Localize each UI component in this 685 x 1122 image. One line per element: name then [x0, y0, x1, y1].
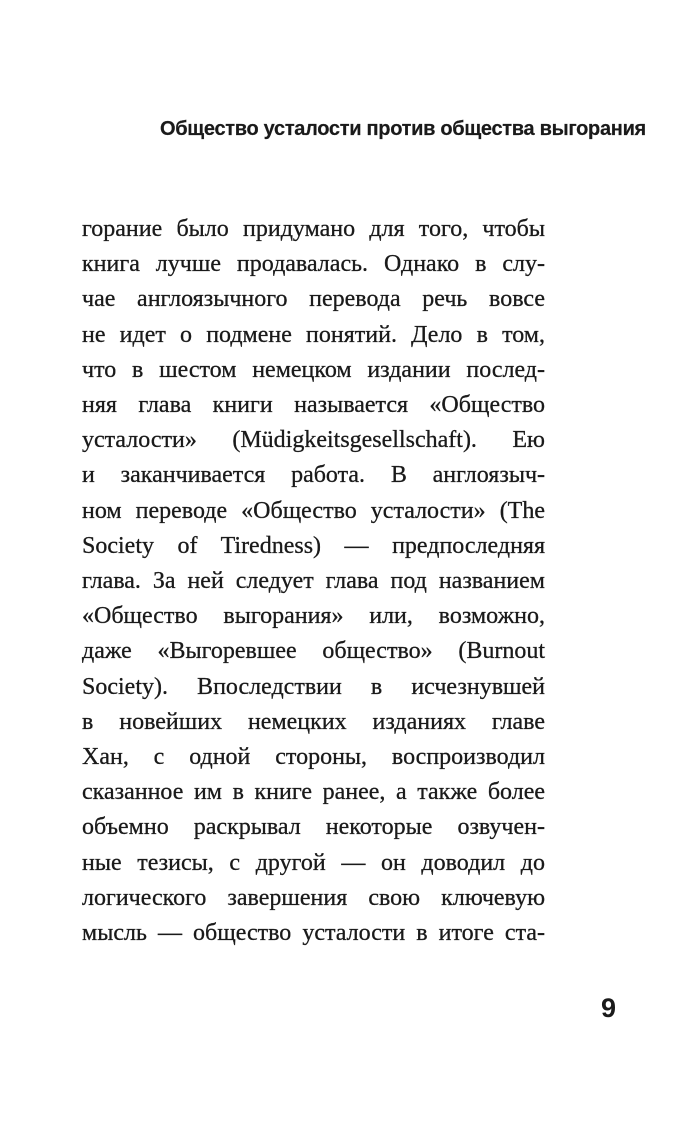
text-line: няя глава книги называется «Общество — [82, 392, 545, 419]
text-line: Society of Tiredness) — предпоследняя — [82, 532, 545, 559]
text-line: в новейших немецких изданиях главе — [82, 708, 545, 735]
text-line: усталости» (Müdigkeitsgesellschaft). Ею — [82, 427, 545, 454]
text-line: горание было придумано для того, чтобы — [82, 216, 545, 242]
text-line: мысль — общество усталости в итоге ста- — [82, 920, 545, 947]
text-line: объемно раскрывал некоторые озвучен- — [82, 814, 545, 841]
running-header: Общество усталости против общества выгорания — [160, 118, 646, 140]
text-line: Society). Впоследствии в исчезнувшей — [82, 673, 545, 700]
text-line: не идет о подмене понятий. Дело в том, — [82, 321, 545, 348]
text-line: логического завершения свою ключевую — [82, 884, 545, 911]
text-line: ные тезисы, с другой — он доводил до — [82, 849, 545, 876]
text-line: Хан, с одной стороны, воспроизводил — [82, 744, 545, 771]
text-line: чае англоязычного перевода речь вовсе — [82, 286, 545, 313]
text-line: что в шестом немецком издании послед- — [82, 356, 545, 383]
text-line: «Общество выгорания» или, возможно, — [82, 603, 545, 630]
text-line: даже «Выгоревшее общество» (Burnout — [82, 638, 545, 665]
text-line: книга лучше продавалась. Однако в слу- — [82, 251, 545, 278]
body-text-block — [82, 212, 545, 951]
page-number: 9 — [601, 993, 617, 1023]
text-line: сказанное им в книге ранее, а также более — [82, 779, 545, 806]
text-line: глава. За ней следует глава под названием — [82, 568, 545, 595]
text-line: ном переводе «Общество усталости» (The — [82, 497, 545, 524]
text-line: и заканчивается работа. В англоязыч- — [82, 462, 545, 489]
